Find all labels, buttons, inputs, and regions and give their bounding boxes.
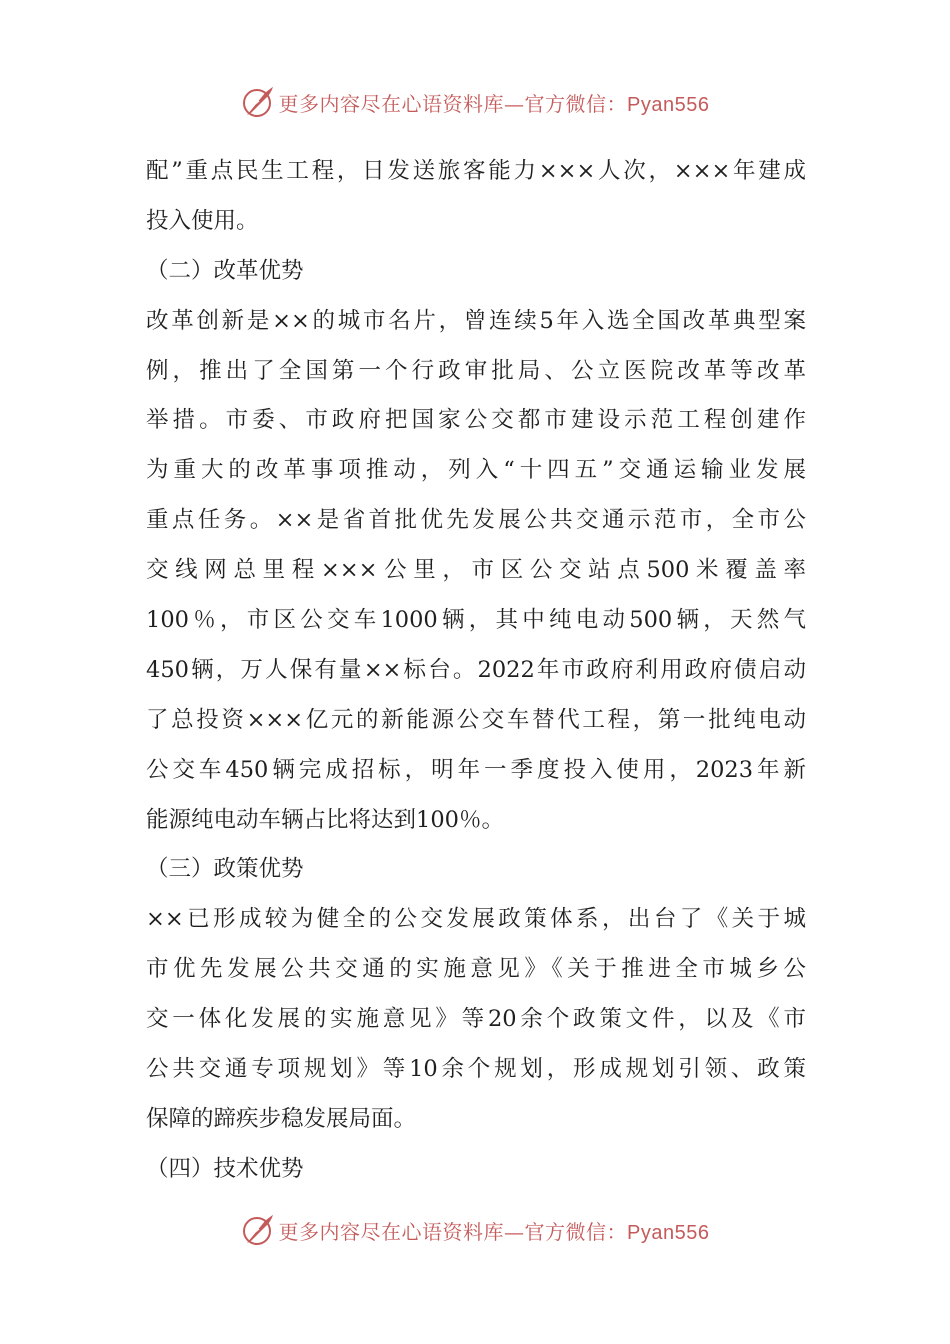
text-line: 例，推出了全国第一个行政审批局、公立医院改革等改革 <box>146 357 806 384</box>
text-line: 了总投资×××亿元的新能源公交车替代工程，第一批纯电动 <box>146 706 806 733</box>
banner-wechat-id: Pyan556 <box>627 1221 710 1244</box>
text-line: 改革创新是××的城市名片，曾连续5年入选全国改革典型案 <box>146 307 806 334</box>
text-line: 为重大的改革事项推动，列入“十四五”交通运输业发展 <box>146 457 806 484</box>
text-line: 能源纯电动车辆占比将达到100％。 <box>146 806 504 833</box>
text-line: 投入使用。 <box>146 207 259 234</box>
text-line: 公共交通专项规划》等10余个规划，形成规划引领、政策 <box>146 1056 806 1083</box>
text-line: 重点任务。××是省首批优先发展公共交通示范市，全市公 <box>146 507 806 534</box>
text-line: 公交车450辆完成招标，明年一季度投入使用，2023年新 <box>146 756 806 783</box>
banner-text <box>279 1216 710 1245</box>
section-heading-reform: （二）改革优势 <box>146 257 304 284</box>
text-line: 交一体化发展的实施意见》等20余个政策文件，以及《市 <box>146 1006 806 1033</box>
text-line: 举措。市委、市政府把国家公交都市建设示范工程创建作 <box>146 407 806 434</box>
banner-text <box>279 88 710 117</box>
text-line: ××已形成较为健全的公交发展政策体系，出台了《关于城 <box>146 906 806 933</box>
banner-main-text: 更多内容尽在心语资料库—官方微信： <box>278 1219 628 1244</box>
text-line: 450辆，万人保有量××标台。2022年市政府利用政府债启动 <box>146 656 806 683</box>
text-line: 配”重点民生工程，日发送旅客能力×××人次，×××年建成 <box>146 158 806 184</box>
header-banner <box>0 82 950 122</box>
section-heading-policy: （三）政策优势 <box>146 856 304 883</box>
section-heading-technology: （四）技术优势 <box>146 1155 304 1182</box>
text-line: 市优先发展公共交通的实施意见》《关于推进全市城乡公 <box>146 956 806 983</box>
text-line: 交线网总里程×××公里，市区公交站点500米覆盖率 <box>146 557 806 584</box>
text-line: 保障的蹄疾步稳发展局面。 <box>146 1105 417 1132</box>
quill-logo-icon <box>241 1213 275 1247</box>
banner-wechat-id: Pyan556 <box>627 93 710 116</box>
banner-main-text: 更多内容尽在心语资料库—官方微信： <box>278 91 628 116</box>
footer-banner <box>0 1210 950 1250</box>
document-body <box>146 147 806 1195</box>
text-line: 100％，市区公交车1000辆，其中纯电动500辆，天然气 <box>146 607 806 634</box>
quill-logo-icon <box>241 85 275 119</box>
